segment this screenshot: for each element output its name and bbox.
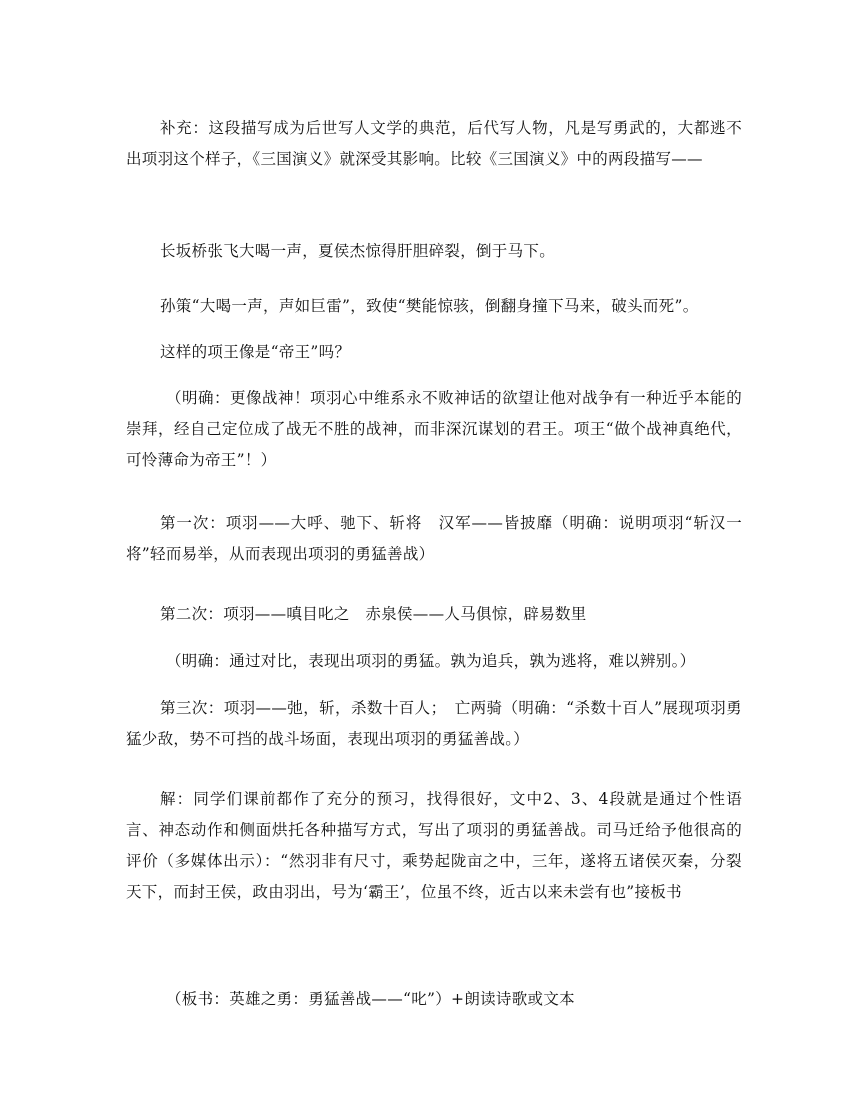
paragraph-zhangfei: 长坂桥张飞大喝一声，夏侯杰惊得肝胆碎裂，倒于马下。 xyxy=(160,242,556,260)
paragraph-blackboard: （板书：英雄之勇：勇猛善战——“叱”）+朗读诗歌或文本 xyxy=(166,990,575,1008)
paragraph-first-time: 第一次：项羽——大呼、驰下、斩将 汉军——皆披靡（明确：说明项羽“斩汉一将”轻而易举，从而表现出项羽的勇猛善战） xyxy=(126,514,742,563)
paragraph-explanation: 解：同学们课前都作了充分的预习，找得很好，文中2、3、4段就是通过个性语言、神态动作和侧面烘托各种描写方式，写出了项羽的勇猛善战。司马迁给予他很高的评价（多媒体出示）：“然羽非有尺寸，乘势起陇亩之中，三年，遂将五诸侯灭秦，分裂天下，而封王侯，政由羽出，号为‘霸王’，位虽不终，近古以来未尝有也”接板书 xyxy=(126,790,742,901)
paragraph-supplement: 补充：这段描写成为后世写人文学的典范，后代写人物，凡是写勇武的，大都逃不出项羽这个样子，《三国演义》就深受其影响。比较《三国演义》中的两段描写—— xyxy=(126,119,742,168)
paragraph-clarify-war-god: （明确：更像战神！项羽心中维系永不败神话的欲望让他对战争有一种近乎本能的崇拜，经自己定位成了战无不胜的战神，而非深沉谋划的君王。项王“做个战神真绝代，可怜薄命为帝王”！） xyxy=(126,389,742,469)
paragraph-sunce: 孙策“大喝一声，声如巨雷”，致使“樊能惊骇，倒翻身撞下马来，破头而死”。 xyxy=(160,297,699,315)
paragraph-question: 这样的项王像是“帝王”吗？ xyxy=(160,343,351,361)
paragraph-clarify-contrast: （明确：通过对比，表现出项羽的勇猛。孰为追兵，孰为逃将，难以辨别。） xyxy=(166,652,696,670)
paragraph-third-time: 第三次：项羽——弛，斩，杀数十百人； 亡两骑（明确：“杀数十百人”展现项羽勇猛少敌，势不可挡的战斗场面，表现出项羽的勇猛善战。） xyxy=(126,699,742,748)
paragraph-second-time: 第二次：项羽——嗔目叱之 赤泉侯——人马俱惊，辟易数里 xyxy=(160,605,587,623)
